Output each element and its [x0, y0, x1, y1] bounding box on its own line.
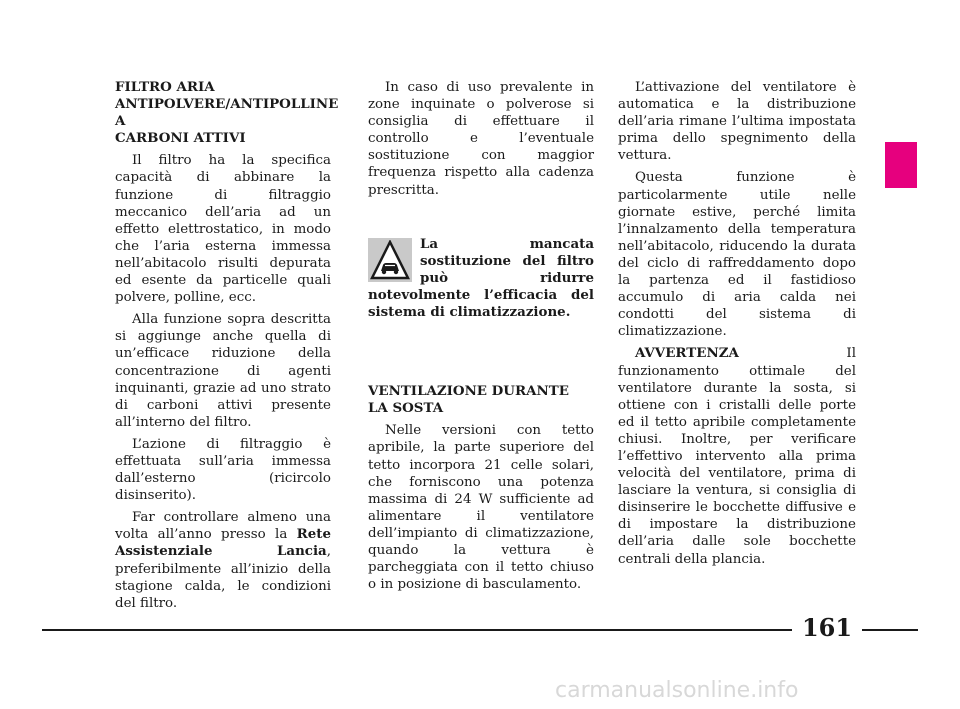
paragraph: Alla funzione sopra descritta si aggiunge anche quella di un’efficace riduzione della concentrazione di agenti inquinanti, grazie ad uno strato di carboni attivi presente all’interno del filtro.	[115, 312, 331, 430]
warning-label: AVVERTENZA	[635, 345, 739, 362]
heading-line: ANTIPOLVERE/ANTIPOLLINE A	[115, 96, 339, 130]
column-right	[618, 79, 856, 573]
paragraph: In caso di uso prevalente in zone inquinate o polverose si consiglia di effettuare il controllo e l’eventuale sostituzione con maggior frequenza rispetto alla cadenza prescritta.	[368, 80, 594, 198]
paragraph: L’azione di filtraggio è effettuata sull’aria immessa dall’esterno (ricircolo disinserito).	[115, 436, 331, 504]
paragraph: Questa funzione è particolarmente utile nelle giornate estive, perché limita l’innalzamento della temperatura nell’abitacolo, riducendo la durata del ciclo di raffreddamento dopo la partenza ed il fastidioso accumulo di aria calda nei condotti del sistema di climatizzazione.	[618, 170, 856, 340]
watermark: carmanualsonline.info	[555, 678, 799, 703]
paragraph: Il filtro ha la specifica capacità di abbinare la funzione di filtraggio meccanico dell’aria ad un effetto elettrostatico, in modo che l’aria esterna immessa nell’abitacolo risulti depurata ed esente da particelle quali polvere, polline, ecc.	[115, 153, 331, 306]
section-tab-marker	[885, 142, 917, 188]
car-hazard-icon	[368, 238, 412, 282]
paragraph	[618, 345, 856, 567]
column-left	[115, 79, 339, 617]
footer-rule	[862, 629, 918, 631]
footer-rule	[42, 629, 792, 631]
text-run: , preferibilmente all’inizio della stagione calda, le condizioni del filtro.	[115, 544, 331, 611]
text-run: Il funzionamento ottimale del ventilatore durante la sosta, si ottiene con i cristalli delle porte ed il tetto apribile completamente chiusi. Inoltre, per verificare l’effettivo intervento alla prima velocità del ventilatore, prima di lasciare la ventura, si consiglia di disinserire le bocchette diffusive e di impostare la distribuzione dell’aria dalle sole bocchette centrali della plancia.	[618, 346, 856, 567]
heading-line: LA SOSTA	[368, 400, 444, 417]
page-number: 161	[801, 613, 853, 642]
heading-line: CARBONI ATTIVI	[115, 130, 246, 147]
text-run: Far controllare almeno una volta all’anno presso la	[115, 510, 331, 543]
section-heading-filtro	[115, 79, 339, 147]
section-heading-ventilazione	[368, 383, 594, 417]
paragraph	[115, 509, 331, 612]
paragraph: Nelle versioni con tetto apribile, la parte superiore del tetto incorpora 21 celle solari, che forniscono una potenza massima di 24 W sufficiente ad alimentare il ventilatore dell’impianto di climatizzazione, quando la vettura è parcheggiata con il tetto chiuso o in posizione di basculamento.	[368, 423, 594, 593]
heading-line: FILTRO ARIA	[115, 79, 215, 95]
heading-line: VENTILAZIONE DURANTE	[368, 383, 569, 400]
warning-block	[368, 236, 594, 321]
warning-text: La mancata sostituzione del filtro può ridurre notevolmente l’efficacia del sistema di climatizzazione.	[368, 235, 594, 321]
paragraph: L’attivazione del ventilatore è automatica e la distribuzione dell’aria rimane l’ultima impostata prima dello spegnimento della vettura.	[618, 80, 856, 164]
service-network-name: Rete Assistenziale Lancia	[115, 526, 331, 560]
column-middle	[368, 79, 594, 598]
